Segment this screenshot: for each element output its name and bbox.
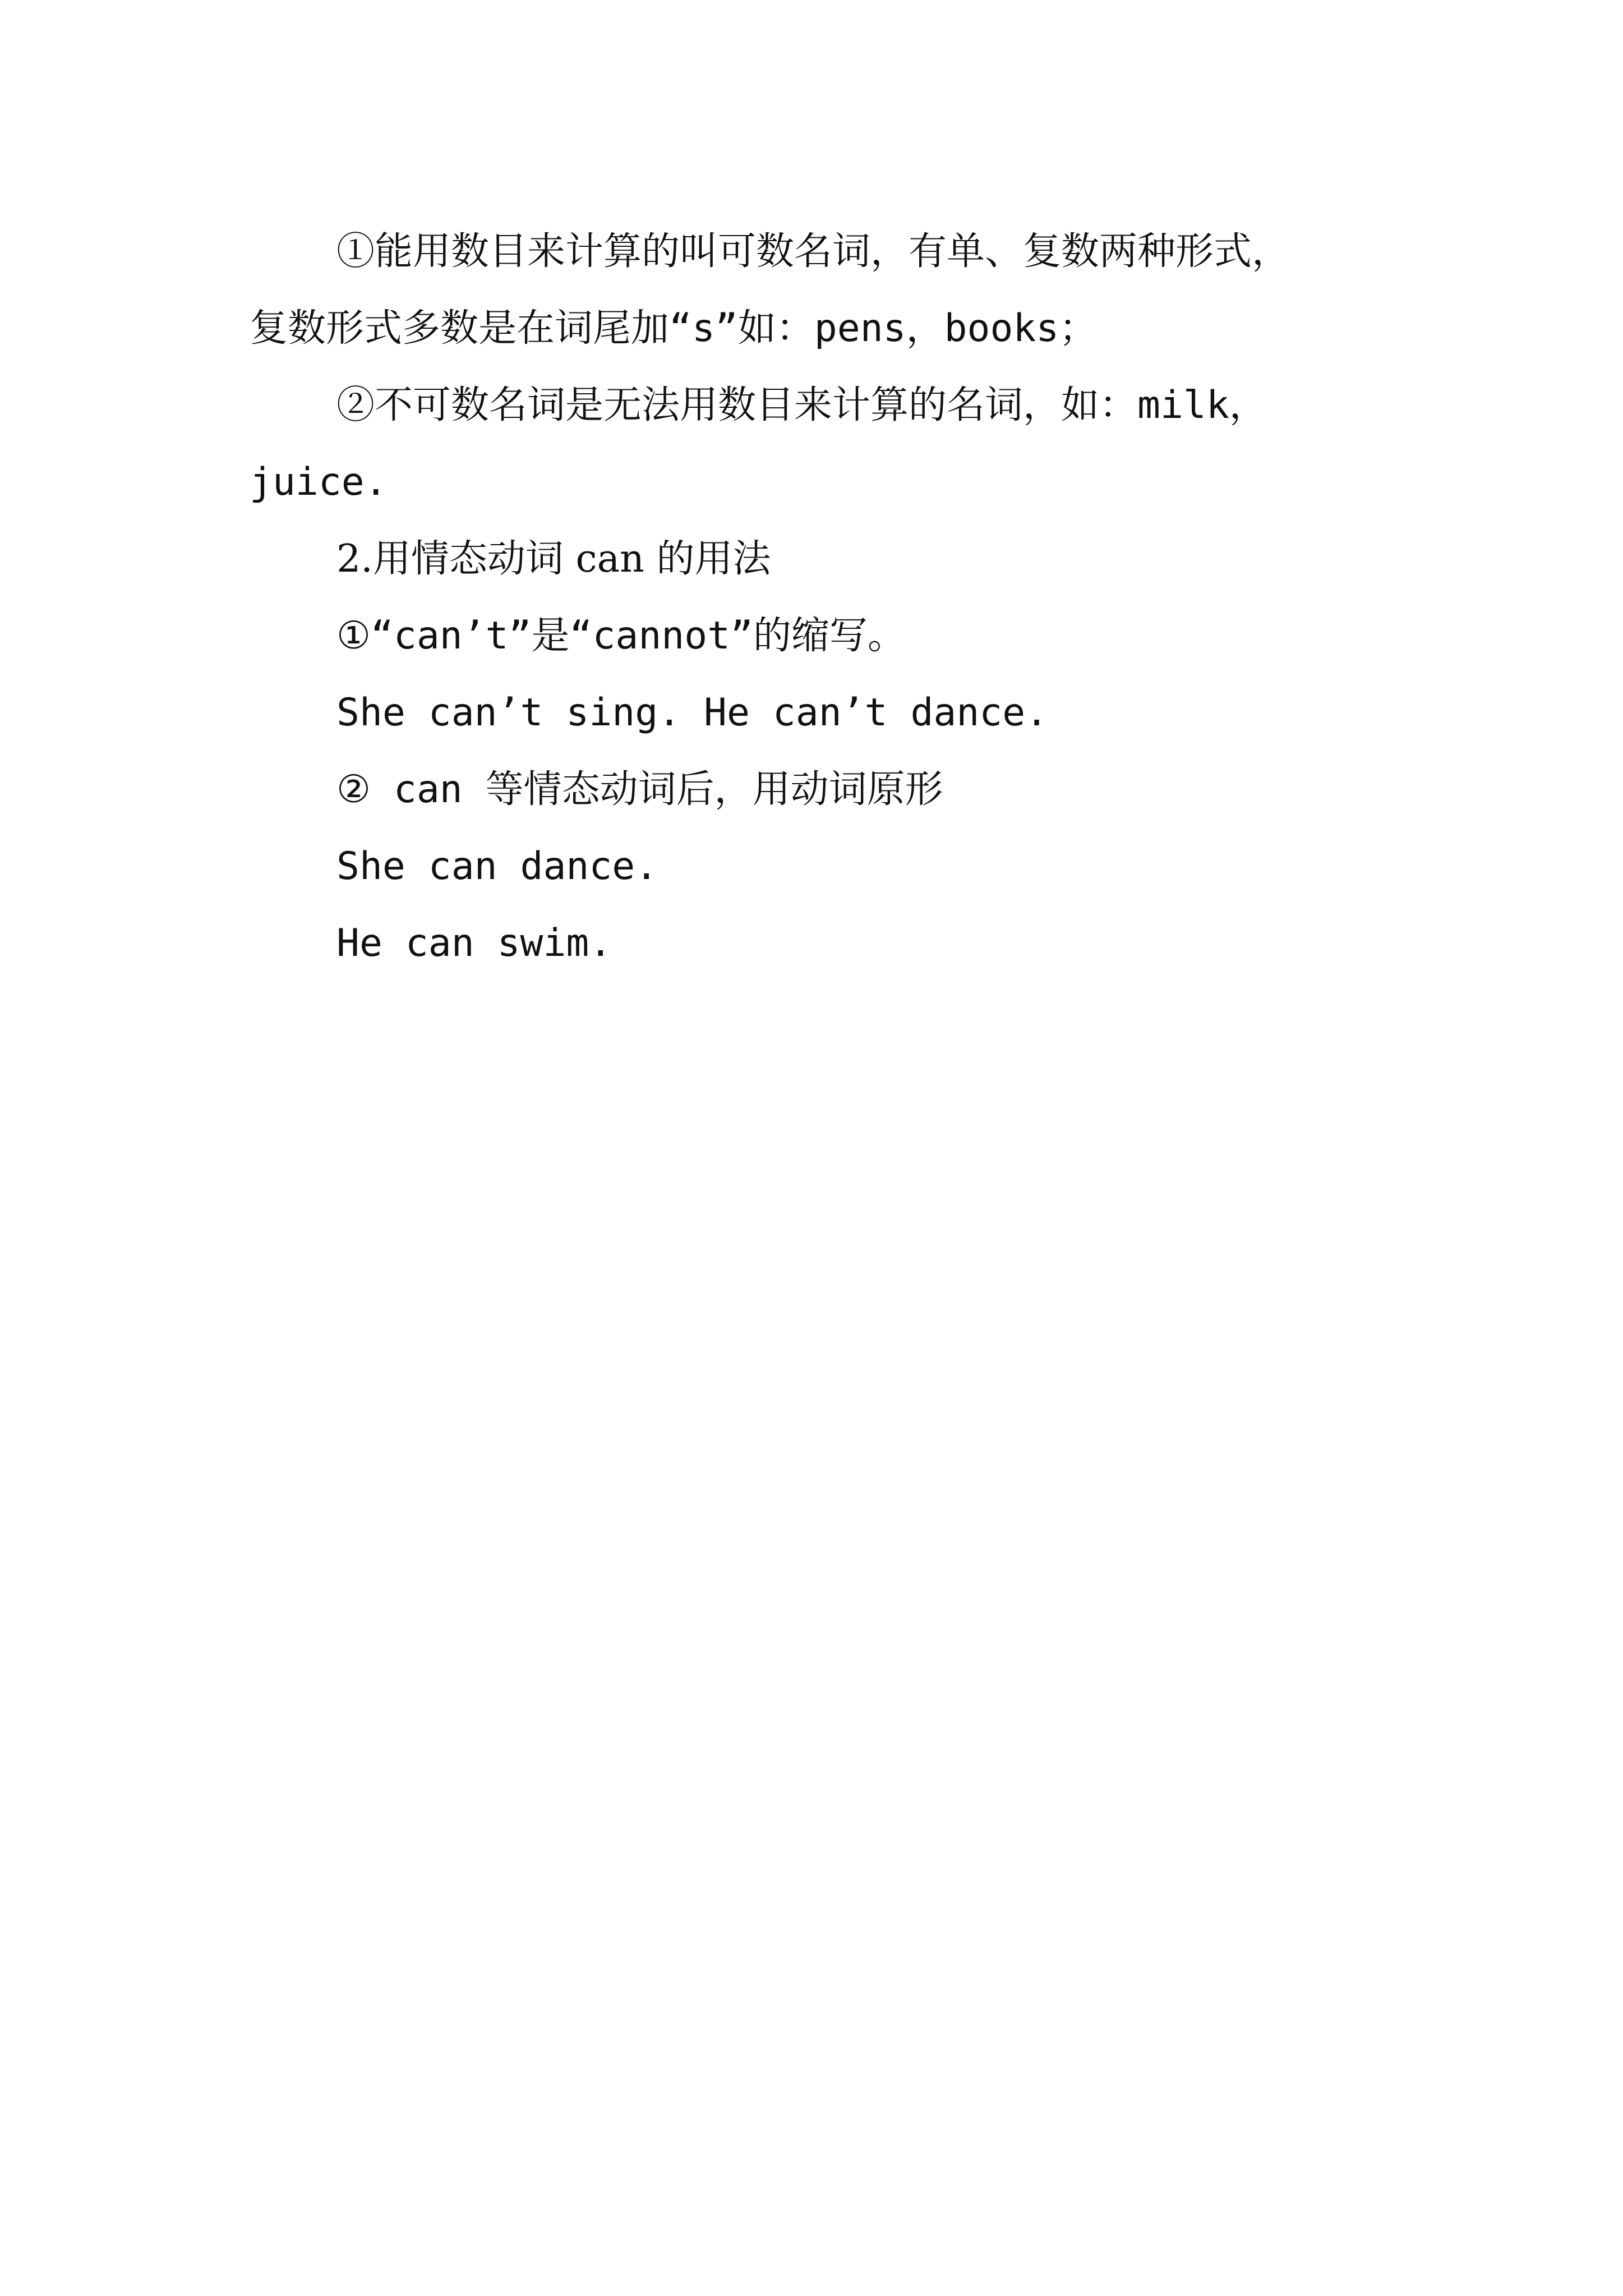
example-sentence: He can swim.: [336, 921, 612, 965]
paragraph-uncountable-nouns-line-2: juice.: [250, 460, 388, 504]
paragraph-countable-nouns-line-1: ①能用数目来计算的叫可数名词，有单、复数两种形式，: [336, 229, 1290, 274]
point-modal-verb-base-form: ② can 等情态动词后，用动词原形: [336, 767, 943, 812]
example-sentence: She can’t sing. He can’t dance.: [336, 691, 1049, 735]
section-heading: 2.用情态动词 can 的用法: [336, 537, 771, 581]
point-cant-abbreviation: ①“can’t”是“cannot”的缩写。: [336, 614, 906, 658]
example-sentence: She can dance.: [336, 844, 658, 889]
paragraph-countable-nouns-line-2: 复数形式多数是在词尾加“s”如：pens，books；: [250, 306, 1098, 351]
paragraph-uncountable-nouns-line-1: ②不可数名词是无法用数目来计算的名词，如：milk，: [336, 383, 1267, 427]
document-body: [250, 213, 1388, 982]
